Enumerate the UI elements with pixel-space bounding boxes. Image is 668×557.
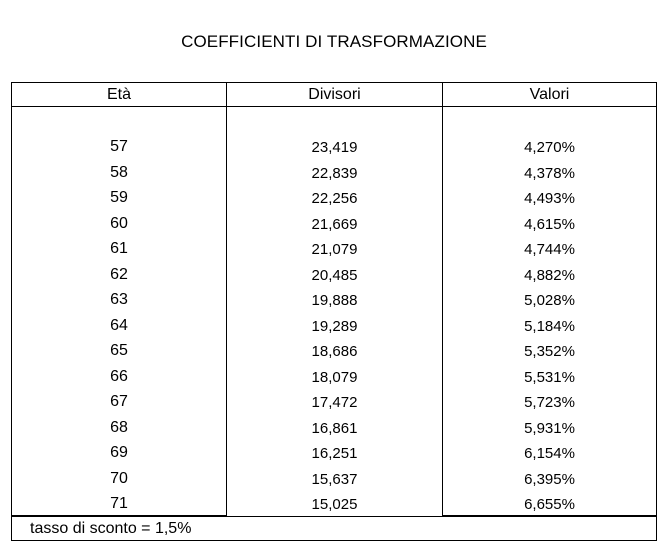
cell-eta: 64: [110, 316, 128, 334]
cell-valore: 4,493%: [524, 190, 575, 207]
cell-divisore: 20,485: [311, 266, 358, 284]
table-row: [11, 262, 657, 288]
cell-eta: 65: [110, 342, 128, 359]
table-row: [11, 287, 657, 313]
cell-valore: 5,352%: [524, 343, 575, 360]
cell-eta: 66: [110, 367, 128, 385]
cell-divisore: 16,251: [311, 445, 358, 462]
cell-eta: 71: [110, 495, 128, 512]
cell-eta: 58: [110, 163, 128, 181]
table-body: [11, 134, 657, 517]
cell-eta: 67: [110, 393, 128, 410]
cell-eta: 69: [110, 444, 128, 461]
cell-divisore: 21,079: [311, 241, 358, 258]
cell-valore: 4,882%: [524, 266, 575, 284]
table-row: [11, 236, 657, 262]
cell-divisore: 17,472: [311, 394, 358, 411]
cell-divisore: 18,079: [311, 368, 358, 386]
cell-divisore: 15,025: [311, 496, 358, 513]
table-row: [11, 134, 657, 160]
table-row: [11, 160, 657, 186]
cell-eta: 68: [110, 418, 128, 436]
cell-valore: 5,184%: [524, 317, 575, 335]
table-row: [11, 211, 657, 237]
cell-divisore: 16,861: [311, 419, 358, 437]
table-row: [11, 338, 657, 364]
cell-valore: 5,723%: [524, 394, 575, 411]
cell-eta: 63: [110, 291, 128, 308]
table-row: [11, 466, 657, 492]
cell-valore: 6,655%: [524, 496, 575, 513]
header-divider: [11, 106, 657, 107]
cell-eta: 57: [110, 138, 128, 155]
table-row: [11, 440, 657, 466]
cell-eta: 61: [110, 240, 128, 257]
cell-divisore: 19,888: [311, 292, 358, 309]
column-header-eta: Età: [106, 86, 131, 103]
cell-valore: 5,931%: [524, 419, 575, 437]
cell-eta: 60: [110, 214, 128, 232]
cell-divisore: 22,839: [311, 164, 358, 182]
cell-divisore: 15,637: [311, 470, 358, 488]
column-header-valori: Valori: [529, 86, 570, 103]
table-row: [11, 185, 657, 211]
cell-divisore: 23,419: [311, 139, 358, 156]
cell-valore: 4,744%: [524, 241, 575, 258]
cell-eta: 59: [110, 189, 128, 206]
table-row: [11, 491, 657, 517]
table-row: [11, 415, 657, 441]
cell-divisore: 22,256: [311, 190, 358, 207]
cell-divisore: 21,669: [311, 215, 358, 233]
cell-valore: 6,395%: [524, 470, 575, 488]
cell-eta: 62: [110, 265, 128, 283]
discount-rate-note: tasso di sconto = 1,5%: [30, 520, 192, 537]
table-row: [11, 364, 657, 390]
column-header-divisori: Divisori: [308, 86, 361, 103]
cell-valore: 6,154%: [524, 445, 575, 462]
cell-divisore: 19,289: [311, 317, 358, 335]
cell-valore: 4,378%: [524, 164, 575, 182]
table-row: [11, 313, 657, 339]
cell-valore: 4,270%: [524, 139, 575, 156]
cell-divisore: 18,686: [311, 343, 358, 360]
cell-valore: 5,028%: [524, 292, 575, 309]
cell-eta: 70: [110, 469, 128, 487]
table-row: [11, 389, 657, 415]
cell-valore: 4,615%: [524, 215, 575, 233]
page-title: COEFFICIENTI DI TRASFORMAZIONE: [181, 32, 487, 51]
cell-valore: 5,531%: [524, 368, 575, 386]
